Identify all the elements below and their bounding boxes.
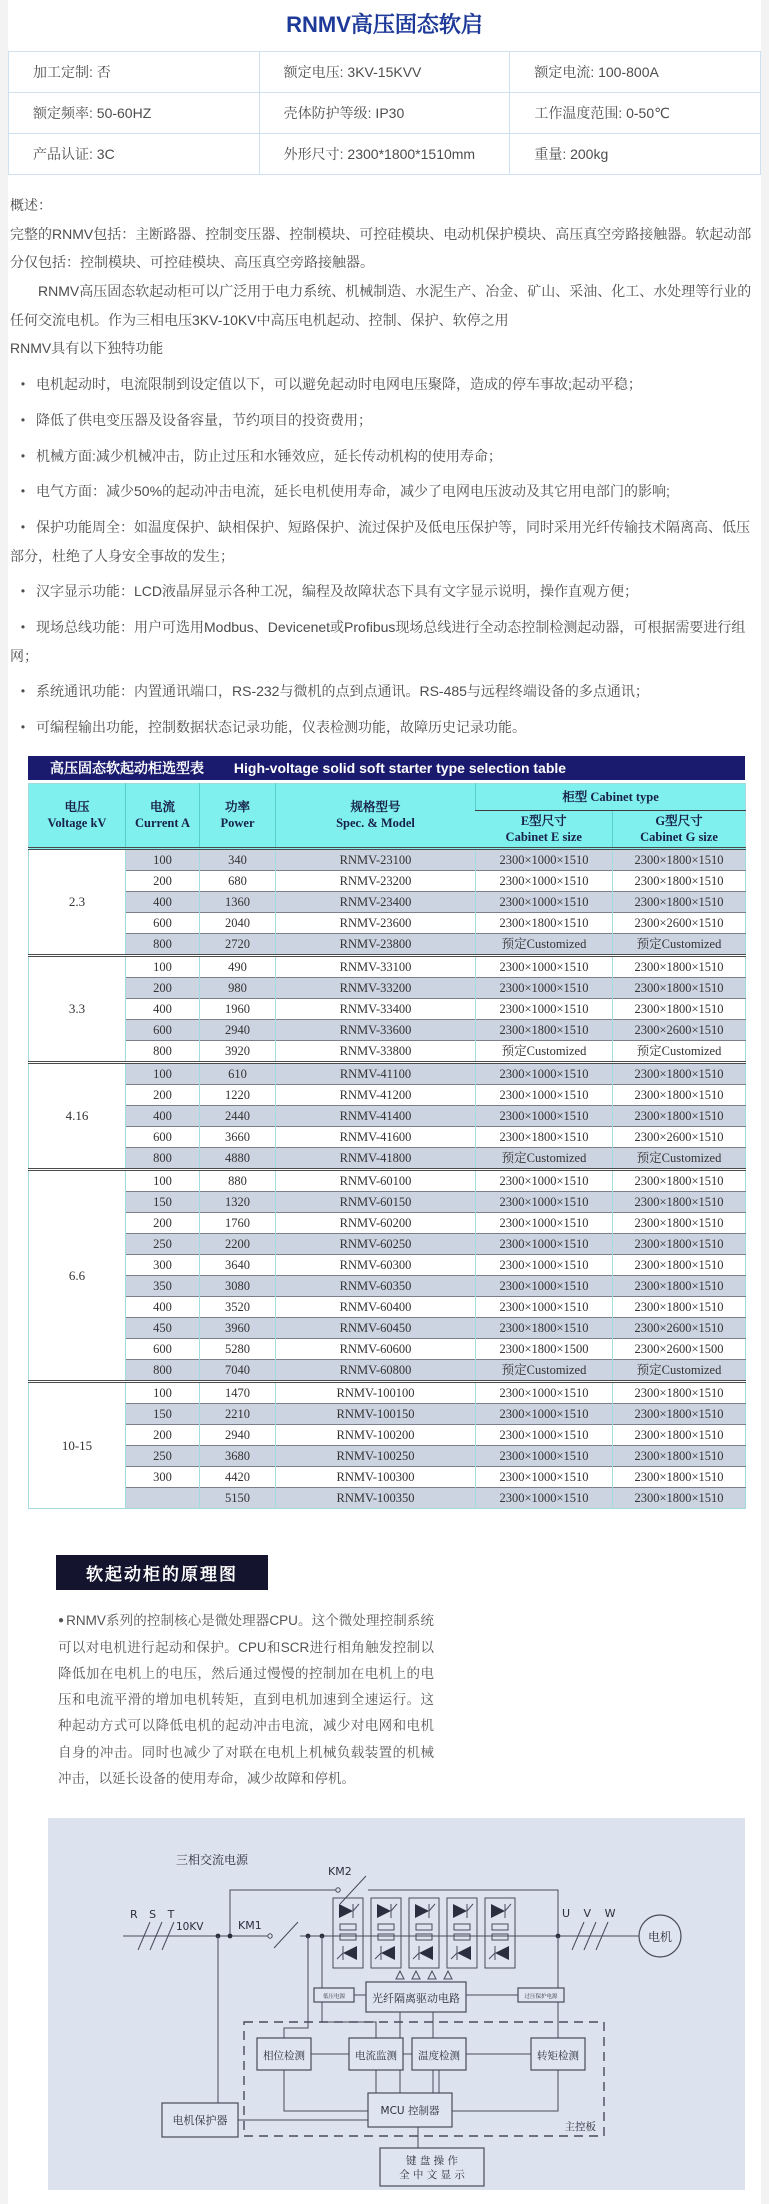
table-cell: 4880 <box>200 1148 276 1170</box>
table-cell: 2300×1000×1510 <box>476 871 613 892</box>
table-row <box>29 1255 746 1276</box>
keyboard-box <box>380 2148 484 2186</box>
table-cell: 7040 <box>200 1360 276 1382</box>
table-cell: 880 <box>200 1170 276 1192</box>
table-cell: 2300×2600×1510 <box>613 1318 746 1339</box>
table-cell: 2300×1800×1510 <box>613 1192 746 1213</box>
table-cell: 300 <box>126 1255 200 1276</box>
feature-item: • 可编程输出功能，控制数据状态记录功能，仪表检测功能，故障历史记录功能。 <box>10 713 759 742</box>
table-cell: 2300×1000×1510 <box>476 1170 613 1192</box>
table-row <box>29 1318 746 1339</box>
bullet-marker: • <box>20 412 26 427</box>
table-cell: 2040 <box>200 913 276 934</box>
table-cell: 2300×1800×1510 <box>613 978 746 999</box>
table-cell: 2300×1000×1510 <box>476 1085 613 1106</box>
table-cell: 2940 <box>200 1425 276 1446</box>
col-header-cabinet: 柜型 Cabinet type <box>476 783 746 810</box>
table-cell: RNMV-100200 <box>276 1425 476 1446</box>
table-cell: 3640 <box>200 1255 276 1276</box>
circuit-diagram <box>48 1818 745 2190</box>
table-cell: 400 <box>126 1297 200 1318</box>
table-row <box>29 1020 746 1041</box>
table-cell: 2300×1800×1510 <box>613 1063 746 1085</box>
table-cell: 400 <box>126 1106 200 1127</box>
feature-item: • 降低了供电变压器及设备容量，节约项目的投资费用； <box>10 406 759 435</box>
table-cell: 2300×1000×1510 <box>476 1192 613 1213</box>
table-cell: 2300×1800×1510 <box>613 1488 746 1509</box>
table-cell: 2940 <box>200 1020 276 1041</box>
table-cell: 2300×1000×1510 <box>476 1213 613 1234</box>
scr-module <box>485 1898 515 1968</box>
bullet-marker: • <box>20 584 26 599</box>
overview-paragraph: 完整的RNMV包括：主断路器、控制变压器、控制模块、可控硅模块、电动机保护模块、高压真空旁路接触器。软起动部分仅包括：控制模块、可控硅模块、高压真空旁路接触器。 <box>10 225 752 271</box>
table-cell: 450 <box>126 1318 200 1339</box>
km1-switch <box>268 1922 298 1948</box>
table-cell: 2300×1000×1510 <box>476 1425 613 1446</box>
col-header-cabinet-g: G型尺寸 Cabinet G size <box>613 810 746 849</box>
table-row <box>29 999 746 1020</box>
table-row <box>29 1148 746 1170</box>
table-row <box>29 1127 746 1148</box>
table-cell: 2300×1800×1510 <box>613 871 746 892</box>
voltage-group <box>29 1170 746 1382</box>
scr-module <box>371 1898 401 1968</box>
table-cell: 4420 <box>200 1467 276 1488</box>
table-cell: 800 <box>126 1041 200 1063</box>
table-cell: 预定Customized <box>476 934 613 956</box>
table-cell: 预定Customized <box>613 934 746 956</box>
voltage-cell: 3.3 <box>29 956 126 1063</box>
table-row <box>29 1297 746 1318</box>
table-cell: 200 <box>126 1213 200 1234</box>
table-cell: RNMV-33100 <box>276 956 476 978</box>
svg-text:电机保护器: 电机保护器 <box>172 2114 228 2128</box>
table-cell: 1760 <box>200 1213 276 1234</box>
table-cell: 600 <box>126 1020 200 1041</box>
table-cell: 100 <box>126 849 200 871</box>
table-row <box>29 1041 746 1063</box>
table-cell: 100 <box>126 1063 200 1085</box>
spec-cell: 产品认证: 3C <box>9 134 260 175</box>
svg-text:电流监测: 电流监测 <box>355 2050 397 2063</box>
table-cell: RNMV-60200 <box>276 1213 476 1234</box>
table-cell: RNMV-23100 <box>276 849 476 871</box>
col-header-current: 电流 Current A <box>126 783 200 849</box>
temperature-detect-box <box>412 2038 466 2070</box>
table-row <box>29 1170 746 1192</box>
spec-table <box>8 51 761 175</box>
table-row <box>29 1404 746 1425</box>
overview-paragraph: RNMV具有以下独特功能 <box>10 340 164 357</box>
table-row <box>29 1382 746 1404</box>
bullet-marker: • <box>20 448 26 463</box>
table-cell: 100 <box>126 956 200 978</box>
table-row <box>29 1234 746 1255</box>
aux-power-label: 低压电源 <box>322 1994 346 2001</box>
table-cell: RNMV-23400 <box>276 892 476 913</box>
table-cell: 150 <box>126 1192 200 1213</box>
table-cell: 2300×1000×1510 <box>476 1382 613 1404</box>
sense-lines <box>218 1936 558 2103</box>
table-row <box>29 892 746 913</box>
table-cell: RNMV-60300 <box>276 1255 476 1276</box>
table-cell: 2300×1800×1510 <box>613 892 746 913</box>
bullet-marker: ● <box>58 1615 65 1627</box>
table-row <box>29 1425 746 1446</box>
feature-item: • 电气方面：减少50%的起动冲击电流，延长电机使用寿命，减少了电网电压波动及其它用电部门的影响; <box>10 477 759 506</box>
table-cell: 预定Customized <box>476 1360 613 1382</box>
table-cell: 2300×1000×1510 <box>476 1063 613 1085</box>
current-monitor-box <box>349 2038 403 2070</box>
table-cell: 200 <box>126 871 200 892</box>
table-cell: 400 <box>126 892 200 913</box>
three-phase-label: 三相交流电源 <box>176 1853 249 1868</box>
selection-table <box>28 783 746 1510</box>
spec-cell: 工作温度范围: 0-50℃ <box>510 93 761 134</box>
overview-section <box>10 191 759 742</box>
table-cell: RNMV-60800 <box>276 1360 476 1382</box>
voltage-cell: 6.6 <box>29 1170 126 1382</box>
motor-protector-box <box>162 2103 368 2137</box>
col-header-voltage: 电压 Voltage kV <box>29 783 126 849</box>
feature-item: • 机械方面:减少机械冲击，防止过压和水锤效应，延长传动机构的使用寿命； <box>10 442 759 471</box>
feature-item: • 系统通讯功能：内置通讯端口，RS-232与微机的点到点通讯。RS-485与远程终端设备的多点通讯； <box>10 677 759 706</box>
torque-detect-box <box>531 2038 585 2070</box>
table-cell: 250 <box>126 1446 200 1467</box>
voltage-group <box>29 1382 746 1509</box>
table-cell: 预定Customized <box>613 1041 746 1063</box>
spec-cell: 加工定制: 否 <box>9 52 260 93</box>
voltage-group <box>29 956 746 1063</box>
km2-label: KM2 <box>328 1865 352 1879</box>
table-cell: 3960 <box>200 1318 276 1339</box>
table-cell: 2300×1800×1510 <box>613 1382 746 1404</box>
table-cell: 2300×1800×1510 <box>476 913 613 934</box>
table-row <box>29 1339 746 1360</box>
table-cell <box>126 1488 200 1509</box>
table-cell: RNMV-41100 <box>276 1063 476 1085</box>
table-cell: 2300×1800×1510 <box>613 1467 746 1488</box>
feature-list <box>10 370 759 742</box>
voltage-group <box>29 849 746 956</box>
table-cell: 2300×1800×1510 <box>613 849 746 871</box>
table-row <box>29 1467 746 1488</box>
principle-section <box>56 1555 761 1792</box>
table-cell: RNMV-33800 <box>276 1041 476 1063</box>
motor-symbol <box>639 1915 681 1957</box>
svg-text:温度检测: 温度检测 <box>418 2050 460 2063</box>
table-cell: 2300×2600×1500 <box>613 1339 746 1360</box>
table-cell: 2300×1800×1510 <box>613 1404 746 1425</box>
table-row <box>29 1276 746 1297</box>
table-cell: 2440 <box>200 1106 276 1127</box>
table-cell: 100 <box>126 1170 200 1192</box>
table-cell: 2300×2600×1510 <box>613 913 746 934</box>
scr-module <box>333 1898 363 1968</box>
table-cell: 3680 <box>200 1446 276 1467</box>
table-row <box>29 871 746 892</box>
table-cell: 2300×1000×1510 <box>476 1255 613 1276</box>
table-cell: 150 <box>126 1404 200 1425</box>
selection-table-title-en: High-voltage solid soft starter type selection table <box>233 759 567 776</box>
gate-arrows <box>396 1971 452 1979</box>
table-cell: 1960 <box>200 999 276 1020</box>
table-cell: 600 <box>126 913 200 934</box>
col-header-cabinet-e: E型尺寸 Cabinet E size <box>476 810 613 849</box>
table-cell: 2300×1800×1510 <box>613 1446 746 1467</box>
table-cell: RNMV-60600 <box>276 1339 476 1360</box>
uvw-label: U V W <box>562 1907 621 1921</box>
col-header-model: 规格型号 Spec. & Model <box>276 783 476 849</box>
table-cell: 2300×2600×1510 <box>613 1020 746 1041</box>
table-cell: RNMV-23800 <box>276 934 476 956</box>
table-cell: RNMV-60450 <box>276 1318 476 1339</box>
table-row <box>29 1446 746 1467</box>
bullet-marker: • <box>20 484 26 499</box>
table-row <box>29 978 746 999</box>
feature-item: • 汉字显示功能：LCD液晶屏显示各种工况，编程及故障状态下具有文字显示说明，操作直观方便； <box>10 577 759 606</box>
feature-item: • 现场总线功能：用户可选用Modbus、Devicenet或Profibus现场总线进行全动态控制检测起动器，可根据需要进行组网； <box>10 613 759 670</box>
table-cell: RNMV-100100 <box>276 1382 476 1404</box>
table-cell: RNMV-100300 <box>276 1467 476 1488</box>
kv-label: 10KV <box>176 1921 204 1934</box>
table-cell: 200 <box>126 978 200 999</box>
table-cell: 2300×1800×1510 <box>613 999 746 1020</box>
table-cell: 800 <box>126 934 200 956</box>
spec-cell: 壳体防护等级: IP30 <box>260 93 511 134</box>
table-cell: 预定Customized <box>476 1148 613 1170</box>
table-cell: 2300×1000×1510 <box>476 978 613 999</box>
table-cell: 1360 <box>200 892 276 913</box>
table-cell: 2300×1000×1510 <box>476 1446 613 1467</box>
table-row <box>29 913 746 934</box>
table-cell: 100 <box>126 1382 200 1404</box>
table-row <box>29 956 746 978</box>
gate-arrow-icon <box>396 1971 404 1979</box>
table-cell: 1220 <box>200 1085 276 1106</box>
col-header-power: 功率 Power <box>200 783 276 849</box>
table-cell: 预定Customized <box>476 1041 613 1063</box>
table-cell: 2300×1800×1510 <box>613 1234 746 1255</box>
svg-text:键 盘 操 作: 键 盘 操 作 <box>405 2155 459 2168</box>
table-cell: 400 <box>126 999 200 1020</box>
table-cell: RNMV-33600 <box>276 1020 476 1041</box>
table-row <box>29 1192 746 1213</box>
table-cell: 3660 <box>200 1127 276 1148</box>
table-cell: 2200 <box>200 1234 276 1255</box>
table-cell: 2300×1800×1510 <box>613 1213 746 1234</box>
table-cell: 2300×1000×1510 <box>476 849 613 871</box>
principle-text: ● RNMV系列的控制核心是微处理器CPU。这个微处理控制系统可以对电机进行起动和保护。CPU和SCR进行相角触发控制以降低加在电机上的电压，然后通过慢慢的控制加在电机上的电压和电流平滑的增加电机转矩，直到电机加速到全速运行。这种起动方式可以降低电机的起动冲击电流，减少对电网和电机自身的冲击。同时也减少了对联在电机上机械负载装置的机械冲击，以延长设备的使用寿命，减少故障和停机。 <box>58 1613 434 1787</box>
table-cell: RNMV-100150 <box>276 1404 476 1425</box>
table-cell: RNMV-60400 <box>276 1297 476 1318</box>
selection-table-title-cn: 高压固态软起动柜选型表 <box>50 759 204 776</box>
table-cell: 2300×1000×1510 <box>476 1234 613 1255</box>
table-cell: 3080 <box>200 1276 276 1297</box>
svg-text:全 中 文 显 示: 全 中 文 显 示 <box>399 2169 465 2182</box>
voltage-cell: 10-15 <box>29 1382 126 1509</box>
table-cell: RNMV-41600 <box>276 1127 476 1148</box>
table-cell: 2300×1800×1510 <box>476 1318 613 1339</box>
phase-detect-box <box>257 2038 311 2070</box>
svg-text:相位检测: 相位检测 <box>263 2050 305 2063</box>
page-title: RNMV高压固态软启 <box>286 12 483 37</box>
table-cell: 200 <box>126 1425 200 1446</box>
table-cell: 2300×1000×1510 <box>476 956 613 978</box>
table-cell: 600 <box>126 1127 200 1148</box>
table-row <box>29 1488 746 1509</box>
feature-item: • 电机起动时，电流限制到设定值以下，可以避免起动时电网电压聚降，造成的停车事故;起动平稳； <box>10 370 759 399</box>
gate-arrow-icon <box>444 1971 452 1979</box>
scr-module <box>447 1898 477 1968</box>
table-cell: 200 <box>126 1085 200 1106</box>
table-cell: RNMV-41400 <box>276 1106 476 1127</box>
table-cell: 2300×1800×1510 <box>476 1127 613 1148</box>
table-cell: RNMV-33200 <box>276 978 476 999</box>
table-cell: 2210 <box>200 1404 276 1425</box>
bullet-marker: • <box>20 720 26 734</box>
overview-heading: 概述： <box>10 197 52 213</box>
principle-heading: 软起动柜的原理图 <box>56 1555 268 1590</box>
table-cell: RNMV-33400 <box>276 999 476 1020</box>
table-cell: 490 <box>200 956 276 978</box>
spec-cell: 额定频率: 50-60HZ <box>9 93 260 134</box>
circuit-diagram-svg <box>48 1818 745 2190</box>
table-cell: 980 <box>200 978 276 999</box>
table-row <box>29 1213 746 1234</box>
table-cell: 2300×1800×1510 <box>613 1425 746 1446</box>
svg-text:MCU 控制器: MCU 控制器 <box>380 2105 440 2118</box>
table-cell: 800 <box>126 1148 200 1170</box>
mcu-box <box>368 2093 452 2127</box>
rst-label: R S T <box>130 1908 179 1922</box>
table-cell: RNMV-41200 <box>276 1085 476 1106</box>
table-cell: RNMV-23600 <box>276 913 476 934</box>
spec-cell: 重量: 200kg <box>510 134 761 175</box>
gate-arrow-icon <box>428 1971 436 1979</box>
spec-cell: 外形尺寸: 2300*1800*1510mm <box>260 134 511 175</box>
protect-power-label: 过压保护电源 <box>524 1994 558 2001</box>
table-cell: 2300×1800×1510 <box>613 956 746 978</box>
table-cell: 2300×1000×1510 <box>476 1467 613 1488</box>
motor-label: 电机 <box>647 1930 673 1945</box>
table-cell: 300 <box>126 1467 200 1488</box>
table-row <box>29 1063 746 1085</box>
table-cell: 5280 <box>200 1339 276 1360</box>
table-cell: 800 <box>126 1360 200 1382</box>
table-cell: 2300×1800×1510 <box>613 1170 746 1192</box>
table-cell: RNMV-60150 <box>276 1192 476 1213</box>
page <box>8 0 761 2204</box>
table-cell: RNMV-60100 <box>276 1170 476 1192</box>
svg-text:转矩检测: 转矩检测 <box>537 2050 579 2063</box>
table-cell: 2300×1000×1510 <box>476 892 613 913</box>
table-row <box>29 934 746 956</box>
table-row <box>29 1085 746 1106</box>
table-cell: 2300×1000×1510 <box>476 1106 613 1127</box>
table-cell: 1470 <box>200 1382 276 1404</box>
bullet-marker: • <box>20 684 26 699</box>
table-cell: RNMV-41800 <box>276 1148 476 1170</box>
table-cell: 2300×1000×1510 <box>476 999 613 1020</box>
table-cell: 2300×1000×1510 <box>476 1276 613 1297</box>
table-cell: 250 <box>126 1234 200 1255</box>
scr-modules <box>333 1898 515 1968</box>
table-row <box>29 1360 746 1382</box>
voltage-group <box>29 1063 746 1170</box>
overview-paragraph: RNMV高压固态软起动柜可以广泛用于电力系统、机械制造、水泥生产、冶金、矿山、采油、化工、水处理等行业的任何交流电机。作为三相电压3KV-10KV中高压电机起动、控制、保护、软停之用 <box>10 283 752 328</box>
table-cell: RNMV-60250 <box>276 1234 476 1255</box>
table-cell: 350 <box>126 1276 200 1297</box>
feature-item: • 保护功能周全：如温度保护、缺相保护、短路保护、流过保护及低电压保护等，同时采用光纤传输技术隔离高、低压部分，杜绝了人身安全事故的发生； <box>10 513 759 570</box>
bullet-marker: • <box>20 377 26 392</box>
table-row <box>29 849 746 871</box>
table-cell: RNMV-23200 <box>276 871 476 892</box>
table-cell: 680 <box>200 871 276 892</box>
table-cell: 预定Customized <box>613 1360 746 1382</box>
table-cell: 340 <box>200 849 276 871</box>
table-cell: 2300×1800×1510 <box>613 1297 746 1318</box>
table-row <box>29 1106 746 1127</box>
spec-cell: 额定电压: 3KV-15KVV <box>260 52 511 93</box>
km1-label: KM1 <box>238 1919 262 1933</box>
table-cell: 2300×1000×1510 <box>476 1404 613 1425</box>
table-cell: 2720 <box>200 934 276 956</box>
table-cell: 3520 <box>200 1297 276 1318</box>
table-cell: 1320 <box>200 1192 276 1213</box>
mainboard-label: 主控板 <box>564 2121 596 2134</box>
table-cell: RNMV-100250 <box>276 1446 476 1467</box>
table-cell: 2300×1800×1510 <box>613 1106 746 1127</box>
table-cell: 2300×1800×1510 <box>613 1276 746 1297</box>
table-cell: 610 <box>200 1063 276 1085</box>
voltage-cell: 2.3 <box>29 849 126 956</box>
table-cell: 2300×1000×1510 <box>476 1297 613 1318</box>
table-cell: 5150 <box>200 1488 276 1509</box>
table-cell: RNMV-100350 <box>276 1488 476 1509</box>
bullet-marker: • <box>20 519 26 534</box>
table-cell: 2300×1800×1500 <box>476 1339 613 1360</box>
spec-cell: 额定电流: 100-800A <box>510 52 761 93</box>
table-cell: 2300×2600×1510 <box>613 1127 746 1148</box>
fiber-drive-label: 光纤隔离驱动电路 <box>372 1992 460 2006</box>
gate-arrow-icon <box>412 1971 420 1979</box>
voltage-cell: 4.16 <box>29 1063 126 1170</box>
table-cell: 3920 <box>200 1041 276 1063</box>
bullet-marker: • <box>20 619 26 634</box>
selection-table-section <box>28 756 745 1510</box>
table-cell: 2300×1800×1510 <box>613 1085 746 1106</box>
table-cell: 2300×1000×1510 <box>476 1488 613 1509</box>
table-cell: 600 <box>126 1339 200 1360</box>
table-cell: 2300×1800×1510 <box>613 1255 746 1276</box>
table-cell: 预定Customized <box>613 1148 746 1170</box>
table-cell: RNMV-60350 <box>276 1276 476 1297</box>
table-cell: 2300×1800×1510 <box>476 1020 613 1041</box>
scr-module <box>409 1898 439 1968</box>
selection-table-title <box>28 756 745 780</box>
